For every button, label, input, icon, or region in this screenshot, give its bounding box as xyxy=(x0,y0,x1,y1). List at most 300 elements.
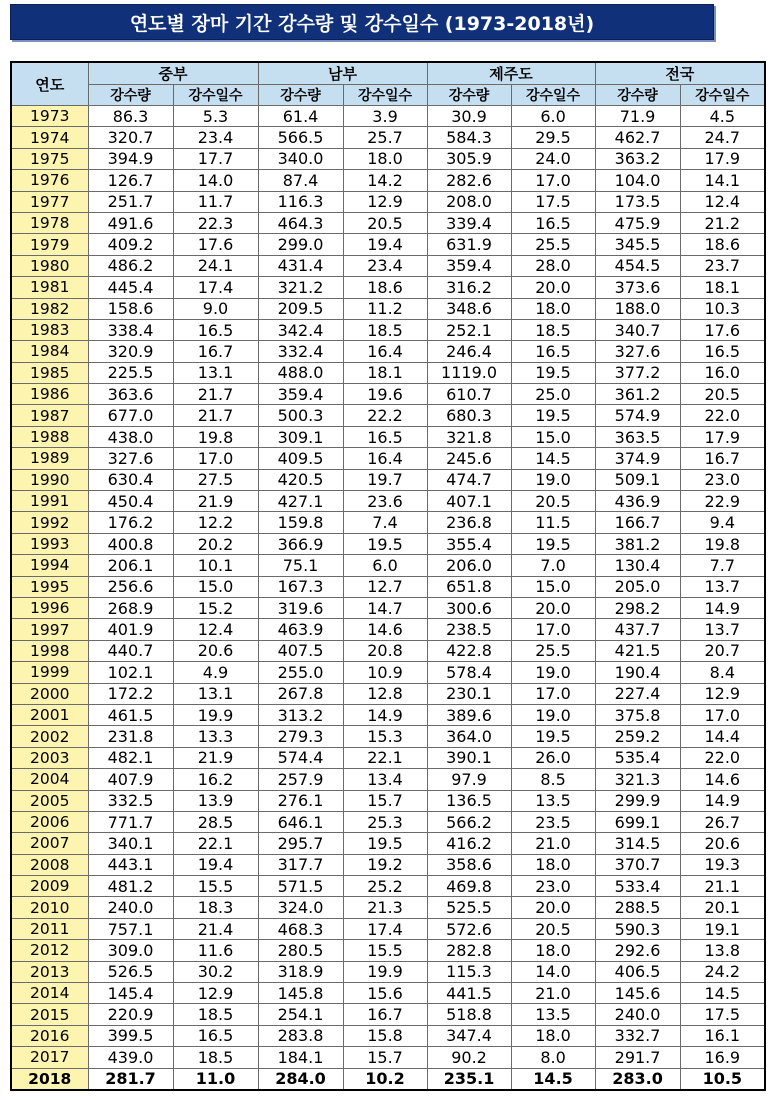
rainfall-cell: 240.0 xyxy=(595,1004,680,1025)
rainfall-cell: 321.8 xyxy=(427,426,511,447)
rain-days-cell: 20.5 xyxy=(680,384,765,405)
rain-days-cell: 20.1 xyxy=(680,897,765,918)
table-row xyxy=(11,405,765,426)
rainfall-cell: 257.9 xyxy=(258,769,343,790)
rainfall-cell: 359.4 xyxy=(258,384,343,405)
rain-days-cell: 8.5 xyxy=(511,769,595,790)
year-cell: 2002 xyxy=(11,726,88,747)
rainfall-cell: 375.8 xyxy=(595,704,680,725)
rain-days-cell: 17.0 xyxy=(511,170,595,191)
rainfall-cell: 651.8 xyxy=(427,576,511,597)
rain-days-cell: 16.7 xyxy=(173,341,258,362)
rain-days-cell: 7.4 xyxy=(343,512,427,533)
region-header-south: 남부 xyxy=(258,62,427,85)
rainfall-cell: 757.1 xyxy=(88,918,173,939)
rainfall-cell: 574.9 xyxy=(595,405,680,426)
rain-days-cell: 19.4 xyxy=(343,234,427,255)
rain-days-cell: 18.5 xyxy=(173,1004,258,1025)
rain-days-cell: 19.5 xyxy=(511,362,595,383)
year-cell: 2003 xyxy=(11,747,88,768)
rainfall-cell: 571.5 xyxy=(258,876,343,897)
rain-days-cell: 7.0 xyxy=(511,555,595,576)
year-cell: 1997 xyxy=(11,619,88,640)
rainfall-cell: 431.4 xyxy=(258,255,343,276)
rain-days-cell: 18.1 xyxy=(343,362,427,383)
rain-days-cell: 11.6 xyxy=(173,940,258,961)
rain-days-cell: 23.0 xyxy=(511,876,595,897)
rainfall-cell: 437.7 xyxy=(595,619,680,640)
rainfall-cell: 298.2 xyxy=(595,597,680,618)
rain-days-cell: 13.5 xyxy=(511,1004,595,1025)
table-row xyxy=(11,148,765,169)
rain-days-cell: 15.5 xyxy=(343,940,427,961)
rainfall-cell: 320.7 xyxy=(88,127,173,148)
year-cell: 2001 xyxy=(11,704,88,725)
rain-days-cell: 22.2 xyxy=(343,405,427,426)
rainfall-cell: 172.2 xyxy=(88,683,173,704)
rainfall-cell: 363.5 xyxy=(595,426,680,447)
rainfall-cell: 220.9 xyxy=(88,1004,173,1025)
table-row xyxy=(11,341,765,362)
rain-days-cell: 16.7 xyxy=(680,448,765,469)
rainfall-cell: 209.5 xyxy=(258,298,343,319)
rain-days-cell: 11.7 xyxy=(173,191,258,212)
rain-days-cell: 18.5 xyxy=(511,319,595,340)
rainfall-cell: 90.2 xyxy=(427,1047,511,1068)
rain-days-cell: 14.6 xyxy=(343,619,427,640)
rainfall-cell: 441.5 xyxy=(427,983,511,1004)
rainfall-cell: 188.0 xyxy=(595,298,680,319)
table-row xyxy=(11,277,765,298)
table-row xyxy=(11,255,765,276)
table-row xyxy=(11,961,765,982)
rainfall-cell: 566.5 xyxy=(258,127,343,148)
rain-days-cell: 20.5 xyxy=(343,212,427,233)
rain-days-cell: 12.2 xyxy=(173,512,258,533)
year-cell: 2008 xyxy=(11,854,88,875)
rain-days-cell: 19.5 xyxy=(343,833,427,854)
rainfall-cell: 321.2 xyxy=(258,277,343,298)
rainfall-cell: 407.1 xyxy=(427,491,511,512)
rainfall-cell: 145.4 xyxy=(88,983,173,1004)
rainfall-cell: 373.6 xyxy=(595,277,680,298)
table-row xyxy=(11,1047,765,1068)
rainfall-cell: 61.4 xyxy=(258,106,343,127)
rainfall-cell: 394.9 xyxy=(88,148,173,169)
rain-days-cell: 15.7 xyxy=(343,1047,427,1068)
sub-header-rain-days: 강수일수 xyxy=(680,85,765,106)
rain-days-cell: 19.0 xyxy=(511,704,595,725)
table-row xyxy=(11,1068,765,1090)
rainfall-cell: 245.6 xyxy=(427,448,511,469)
table-row xyxy=(11,854,765,875)
rainfall-cell: 30.9 xyxy=(427,106,511,127)
year-cell: 1990 xyxy=(11,469,88,490)
rainfall-cell: 167.3 xyxy=(258,576,343,597)
rain-days-cell: 23.0 xyxy=(680,469,765,490)
rain-days-cell: 6.0 xyxy=(511,106,595,127)
rain-days-cell: 10.2 xyxy=(343,1068,427,1090)
rainfall-cell: 159.8 xyxy=(258,512,343,533)
table-row xyxy=(11,897,765,918)
rain-days-cell: 11.2 xyxy=(343,298,427,319)
rainfall-cell: 280.5 xyxy=(258,940,343,961)
table-row xyxy=(11,876,765,897)
year-cell: 1980 xyxy=(11,255,88,276)
rain-days-cell: 20.0 xyxy=(511,277,595,298)
rainfall-cell: 364.0 xyxy=(427,726,511,747)
rain-days-cell: 18.3 xyxy=(173,897,258,918)
rain-days-cell: 14.5 xyxy=(511,1068,595,1090)
year-cell: 1982 xyxy=(11,298,88,319)
rainfall-cell: 225.5 xyxy=(88,362,173,383)
rainfall-cell: 416.2 xyxy=(427,833,511,854)
rainfall-cell: 166.7 xyxy=(595,512,680,533)
rainfall-cell: 535.4 xyxy=(595,747,680,768)
table-row xyxy=(11,384,765,405)
rain-days-cell: 15.3 xyxy=(343,726,427,747)
rainfall-cell: 381.2 xyxy=(595,533,680,554)
rainfall-cell: 482.1 xyxy=(88,747,173,768)
rain-days-cell: 14.4 xyxy=(680,726,765,747)
rain-days-cell: 30.2 xyxy=(173,961,258,982)
rainfall-cell: 445.4 xyxy=(88,277,173,298)
rain-days-cell: 14.0 xyxy=(173,170,258,191)
rain-days-cell: 5.3 xyxy=(173,106,258,127)
table-row xyxy=(11,811,765,832)
rainfall-cell: 377.2 xyxy=(595,362,680,383)
year-cell: 1976 xyxy=(11,170,88,191)
rainfall-cell: 566.2 xyxy=(427,811,511,832)
table-row xyxy=(11,769,765,790)
rain-days-cell: 14.7 xyxy=(343,597,427,618)
year-cell: 2007 xyxy=(11,833,88,854)
rain-days-cell: 24.7 xyxy=(680,127,765,148)
rainfall-cell: 321.3 xyxy=(595,769,680,790)
rain-days-cell: 12.4 xyxy=(680,191,765,212)
rainfall-cell: 267.8 xyxy=(258,683,343,704)
rain-days-cell: 25.0 xyxy=(511,384,595,405)
sub-header-rainfall: 강수량 xyxy=(258,85,343,106)
rainfall-cell: 401.9 xyxy=(88,619,173,640)
table-row xyxy=(11,555,765,576)
year-column-header: 연도 xyxy=(11,62,88,106)
rainfall-cell: 240.0 xyxy=(88,897,173,918)
rain-days-cell: 18.0 xyxy=(511,854,595,875)
rain-days-cell: 22.1 xyxy=(173,833,258,854)
rain-days-cell: 16.2 xyxy=(173,769,258,790)
rainfall-cell: 102.1 xyxy=(88,662,173,683)
rain-days-cell: 16.1 xyxy=(680,1025,765,1046)
rainfall-cell: 246.4 xyxy=(427,341,511,362)
year-cell: 2000 xyxy=(11,683,88,704)
rainfall-table xyxy=(10,61,766,1091)
rainfall-cell: 276.1 xyxy=(258,790,343,811)
rain-days-cell: 15.5 xyxy=(173,876,258,897)
year-cell: 1987 xyxy=(11,405,88,426)
rain-days-cell: 17.5 xyxy=(511,191,595,212)
rain-days-cell: 10.1 xyxy=(173,555,258,576)
rain-days-cell: 16.5 xyxy=(511,341,595,362)
rainfall-cell: 309.0 xyxy=(88,940,173,961)
table-row xyxy=(11,940,765,961)
year-cell: 1989 xyxy=(11,448,88,469)
rain-days-cell: 21.7 xyxy=(173,405,258,426)
rain-days-cell: 15.0 xyxy=(511,426,595,447)
rainfall-cell: 422.8 xyxy=(427,640,511,661)
rain-days-cell: 6.0 xyxy=(343,555,427,576)
rainfall-cell: 518.8 xyxy=(427,1004,511,1025)
rainfall-cell: 268.9 xyxy=(88,597,173,618)
rain-days-cell: 4.9 xyxy=(173,662,258,683)
rainfall-cell: 184.1 xyxy=(258,1047,343,1068)
year-cell: 2013 xyxy=(11,961,88,982)
rain-days-cell: 13.7 xyxy=(680,619,765,640)
rainfall-cell: 462.7 xyxy=(595,127,680,148)
year-cell: 2004 xyxy=(11,769,88,790)
rainfall-cell: 399.5 xyxy=(88,1025,173,1046)
rain-days-cell: 17.0 xyxy=(511,683,595,704)
rain-days-cell: 10.9 xyxy=(343,662,427,683)
rain-days-cell: 25.3 xyxy=(343,811,427,832)
year-cell: 1974 xyxy=(11,127,88,148)
rainfall-cell: 295.7 xyxy=(258,833,343,854)
table-row xyxy=(11,362,765,383)
rainfall-cell: 97.9 xyxy=(427,769,511,790)
rainfall-cell: 409.2 xyxy=(88,234,173,255)
sub-header-rain-days: 강수일수 xyxy=(511,85,595,106)
rainfall-cell: 400.8 xyxy=(88,533,173,554)
rain-days-cell: 15.6 xyxy=(343,983,427,1004)
rainfall-cell: 363.2 xyxy=(595,148,680,169)
rain-days-cell: 24.1 xyxy=(173,255,258,276)
rainfall-cell: 340.0 xyxy=(258,148,343,169)
year-cell: 1981 xyxy=(11,277,88,298)
rain-days-cell: 19.5 xyxy=(511,405,595,426)
rainfall-cell: 288.5 xyxy=(595,897,680,918)
rainfall-cell: 320.9 xyxy=(88,341,173,362)
rain-days-cell: 23.6 xyxy=(343,491,427,512)
rainfall-cell: 584.3 xyxy=(427,127,511,148)
rain-days-cell: 19.0 xyxy=(511,469,595,490)
rainfall-cell: 327.6 xyxy=(88,448,173,469)
rain-days-cell: 17.4 xyxy=(173,277,258,298)
rain-days-cell: 18.0 xyxy=(511,1025,595,1046)
region-header-national: 전국 xyxy=(595,62,765,85)
year-cell: 2017 xyxy=(11,1047,88,1068)
table-row xyxy=(11,491,765,512)
rainfall-cell: 145.6 xyxy=(595,983,680,1004)
rainfall-cell: 500.3 xyxy=(258,405,343,426)
rainfall-cell: 578.4 xyxy=(427,662,511,683)
year-cell: 1998 xyxy=(11,640,88,661)
rainfall-cell: 363.6 xyxy=(88,384,173,405)
rainfall-cell: 205.0 xyxy=(595,576,680,597)
rainfall-cell: 313.2 xyxy=(258,704,343,725)
rain-days-cell: 3.9 xyxy=(343,106,427,127)
rain-days-cell: 10.5 xyxy=(680,1068,765,1090)
rainfall-cell: 630.4 xyxy=(88,469,173,490)
rain-days-cell: 14.5 xyxy=(680,983,765,1004)
rain-days-cell: 12.4 xyxy=(173,619,258,640)
rainfall-cell: 319.6 xyxy=(258,597,343,618)
rainfall-cell: 230.1 xyxy=(427,683,511,704)
rain-days-cell: 16.5 xyxy=(173,1025,258,1046)
rainfall-cell: 300.6 xyxy=(427,597,511,618)
rain-days-cell: 26.0 xyxy=(511,747,595,768)
rain-days-cell: 16.4 xyxy=(343,341,427,362)
rain-days-cell: 20.0 xyxy=(511,897,595,918)
rainfall-cell: 464.3 xyxy=(258,212,343,233)
rainfall-cell: 342.4 xyxy=(258,319,343,340)
rain-days-cell: 11.5 xyxy=(511,512,595,533)
region-header-central: 중부 xyxy=(88,62,258,85)
rain-days-cell: 29.5 xyxy=(511,127,595,148)
rainfall-cell: 421.5 xyxy=(595,640,680,661)
rain-days-cell: 24.0 xyxy=(511,148,595,169)
rainfall-cell: 361.2 xyxy=(595,384,680,405)
year-cell: 1985 xyxy=(11,362,88,383)
rainfall-cell: 282.6 xyxy=(427,170,511,191)
rain-days-cell: 13.3 xyxy=(173,726,258,747)
rainfall-cell: 407.5 xyxy=(258,640,343,661)
rain-days-cell: 21.4 xyxy=(173,918,258,939)
rain-days-cell: 15.2 xyxy=(173,597,258,618)
year-cell: 1977 xyxy=(11,191,88,212)
rain-days-cell: 15.0 xyxy=(173,576,258,597)
sub-header-rainfall: 강수량 xyxy=(595,85,680,106)
rain-days-cell: 28.5 xyxy=(173,811,258,832)
rainfall-cell: 283.0 xyxy=(595,1068,680,1090)
year-cell: 2016 xyxy=(11,1025,88,1046)
rain-days-cell: 17.0 xyxy=(680,704,765,725)
rainfall-cell: 158.6 xyxy=(88,298,173,319)
rainfall-cell: 358.6 xyxy=(427,854,511,875)
rainfall-cell: 327.6 xyxy=(595,341,680,362)
table-row xyxy=(11,106,765,127)
rain-days-cell: 9.4 xyxy=(680,512,765,533)
rain-days-cell: 25.7 xyxy=(343,127,427,148)
rainfall-cell: 126.7 xyxy=(88,170,173,191)
rain-days-cell: 13.9 xyxy=(173,790,258,811)
rainfall-cell: 463.9 xyxy=(258,619,343,640)
rainfall-cell: 439.0 xyxy=(88,1047,173,1068)
rainfall-cell: 572.6 xyxy=(427,918,511,939)
rain-days-cell: 18.0 xyxy=(511,940,595,961)
rainfall-cell: 420.5 xyxy=(258,469,343,490)
rainfall-cell: 461.5 xyxy=(88,704,173,725)
rain-days-cell: 24.2 xyxy=(680,961,765,982)
rain-days-cell: 20.5 xyxy=(511,491,595,512)
rainfall-cell: 574.4 xyxy=(258,747,343,768)
rain-days-cell: 19.8 xyxy=(173,426,258,447)
table-row xyxy=(11,298,765,319)
rain-days-cell: 14.2 xyxy=(343,170,427,191)
rainfall-cell: 305.9 xyxy=(427,148,511,169)
year-cell: 1978 xyxy=(11,212,88,233)
rainfall-cell: 454.5 xyxy=(595,255,680,276)
rain-days-cell: 25.2 xyxy=(343,876,427,897)
rain-days-cell: 16.5 xyxy=(680,341,765,362)
rain-days-cell: 11.0 xyxy=(173,1068,258,1090)
rainfall-cell: 345.5 xyxy=(595,234,680,255)
rainfall-cell: 468.3 xyxy=(258,918,343,939)
rain-days-cell: 14.1 xyxy=(680,170,765,191)
rainfall-cell: 389.6 xyxy=(427,704,511,725)
rain-days-cell: 20.8 xyxy=(343,640,427,661)
rainfall-cell: 255.0 xyxy=(258,662,343,683)
rainfall-cell: 238.5 xyxy=(427,619,511,640)
rainfall-cell: 646.1 xyxy=(258,811,343,832)
rainfall-cell: 374.9 xyxy=(595,448,680,469)
rainfall-cell: 338.4 xyxy=(88,319,173,340)
rainfall-cell: 136.5 xyxy=(427,790,511,811)
rainfall-cell: 340.7 xyxy=(595,319,680,340)
year-cell: 2018 xyxy=(11,1068,88,1090)
table-row xyxy=(11,426,765,447)
table-header xyxy=(11,62,765,106)
rain-days-cell: 17.6 xyxy=(680,319,765,340)
rainfall-cell: 450.4 xyxy=(88,491,173,512)
rain-days-cell: 13.8 xyxy=(680,940,765,961)
rainfall-cell: 292.6 xyxy=(595,940,680,961)
rainfall-cell: 590.3 xyxy=(595,918,680,939)
rainfall-cell: 440.7 xyxy=(88,640,173,661)
rain-days-cell: 15.8 xyxy=(343,1025,427,1046)
table-row xyxy=(11,448,765,469)
year-cell: 1993 xyxy=(11,533,88,554)
rain-days-cell: 14.6 xyxy=(680,769,765,790)
rainfall-cell: 190.4 xyxy=(595,662,680,683)
rain-days-cell: 19.0 xyxy=(511,662,595,683)
rain-days-cell: 17.5 xyxy=(680,1004,765,1025)
rainfall-cell: 680.3 xyxy=(427,405,511,426)
rain-days-cell: 23.4 xyxy=(173,127,258,148)
rainfall-cell: 236.8 xyxy=(427,512,511,533)
year-cell: 2005 xyxy=(11,790,88,811)
rainfall-cell: 145.8 xyxy=(258,983,343,1004)
rainfall-cell: 279.3 xyxy=(258,726,343,747)
rainfall-cell: 116.3 xyxy=(258,191,343,212)
rainfall-cell: 316.2 xyxy=(427,277,511,298)
sub-header-rainfall: 강수량 xyxy=(88,85,173,106)
rainfall-cell: 366.9 xyxy=(258,533,343,554)
rain-days-cell: 20.7 xyxy=(680,640,765,661)
rain-days-cell: 18.6 xyxy=(343,277,427,298)
rain-days-cell: 8.0 xyxy=(511,1047,595,1068)
rain-days-cell: 19.3 xyxy=(680,854,765,875)
rainfall-cell: 370.7 xyxy=(595,854,680,875)
year-cell: 1973 xyxy=(11,106,88,127)
table-row xyxy=(11,469,765,490)
rain-days-cell: 18.0 xyxy=(343,148,427,169)
rain-days-cell: 18.5 xyxy=(173,1047,258,1068)
rain-days-cell: 22.0 xyxy=(680,405,765,426)
rain-days-cell: 21.2 xyxy=(680,212,765,233)
year-cell: 1988 xyxy=(11,426,88,447)
rain-days-cell: 12.9 xyxy=(343,191,427,212)
rainfall-cell: 75.1 xyxy=(258,555,343,576)
table-row xyxy=(11,790,765,811)
rain-days-cell: 20.6 xyxy=(680,833,765,854)
rainfall-cell: 474.7 xyxy=(427,469,511,490)
rain-days-cell: 20.5 xyxy=(511,918,595,939)
year-cell: 1975 xyxy=(11,148,88,169)
rain-days-cell: 19.6 xyxy=(343,384,427,405)
rain-days-cell: 17.9 xyxy=(680,148,765,169)
year-cell: 2010 xyxy=(11,897,88,918)
rainfall-cell: 282.8 xyxy=(427,940,511,961)
